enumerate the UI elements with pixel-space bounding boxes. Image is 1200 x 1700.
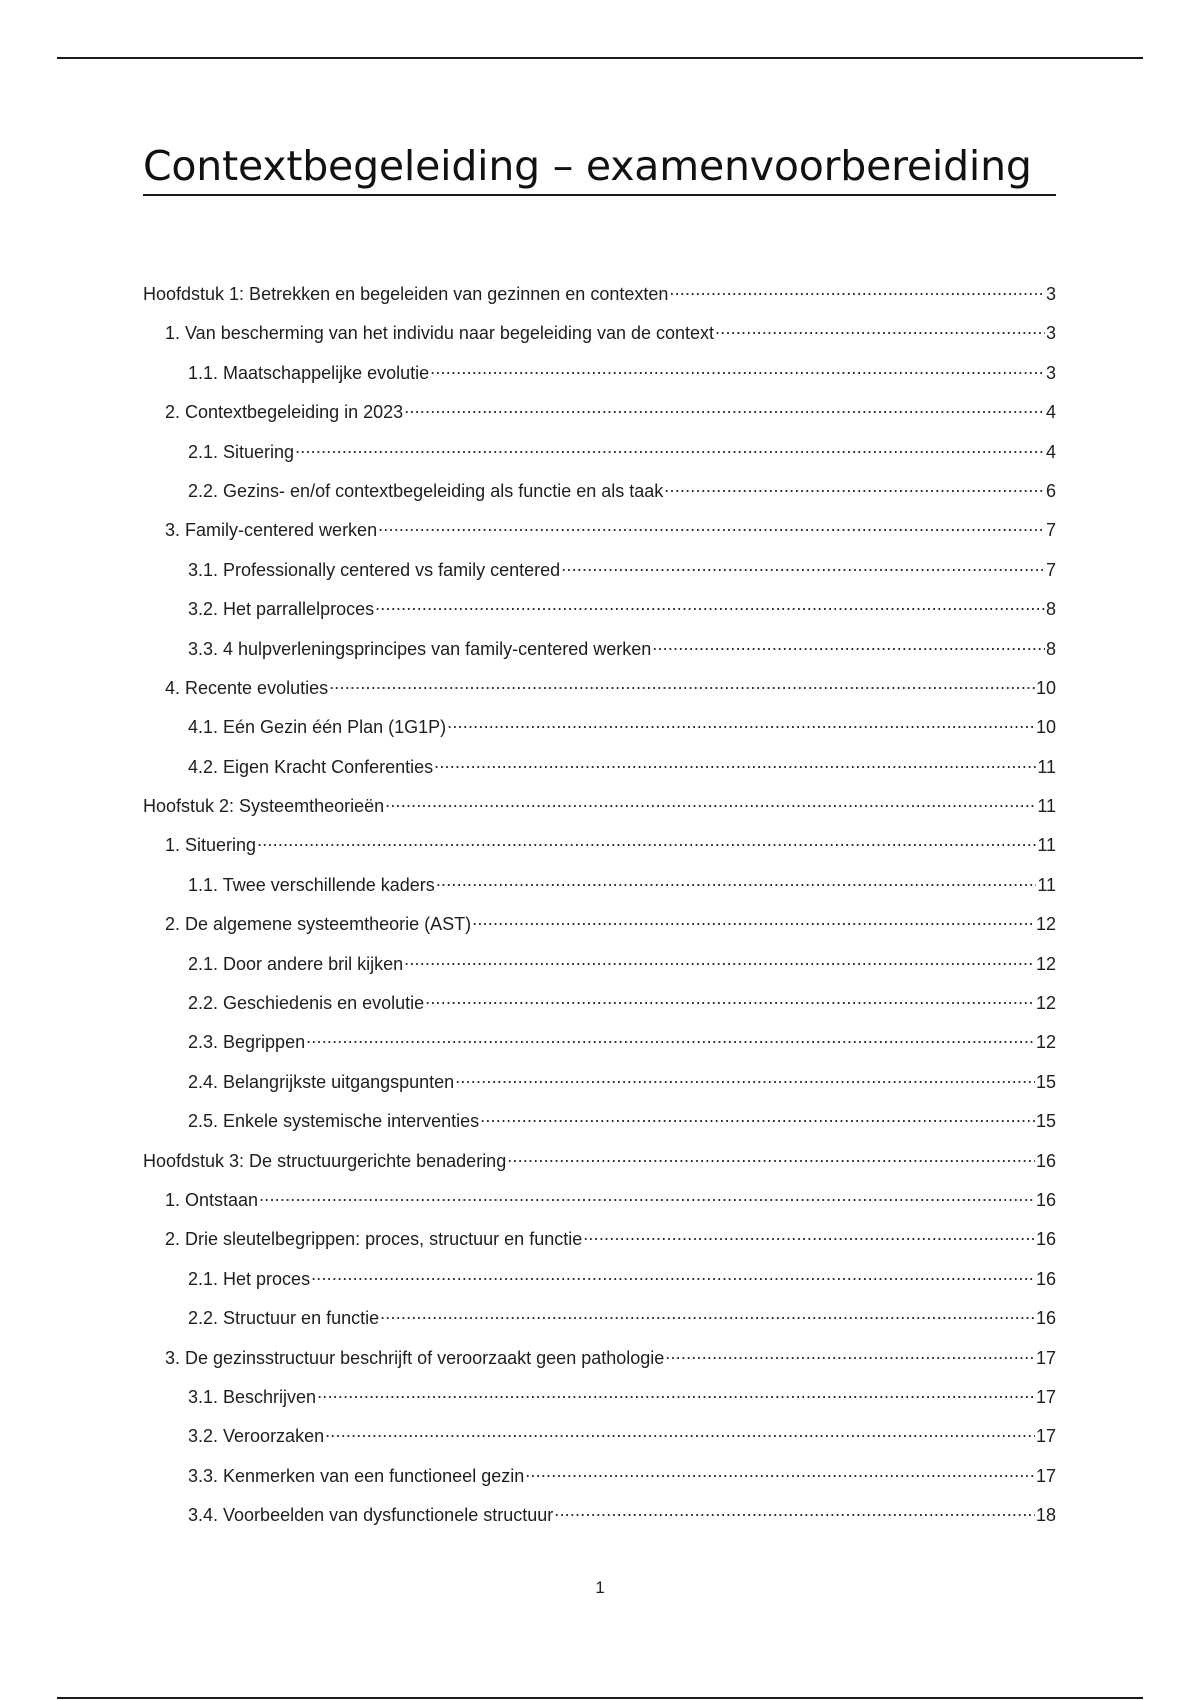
toc-entry-page: 16 <box>1035 1308 1056 1329</box>
toc-entry-page: 11 <box>1037 874 1056 895</box>
toc-dot-leader <box>306 1030 1035 1048</box>
toc-entry-label: 1.1. Twee verschillende kaders <box>188 874 435 895</box>
toc-entry-label: Hoofdstuk 1: Betrekken en begeleiden van gezinnen en contexten <box>143 284 669 304</box>
toc-entry-label: 2.4. Belangrijkste uitgangspunten <box>188 1071 455 1092</box>
toc-entry[interactable] <box>143 558 1056 597</box>
toc-entry-label: Hoofdstuk 3: De structuurgerichte benadering <box>143 1150 507 1171</box>
toc-entry-page: 16 <box>1035 1189 1056 1210</box>
bottom-rule <box>57 1697 1143 1699</box>
toc-entry[interactable] <box>143 1227 1056 1266</box>
toc-entry-page: 16 <box>1035 1150 1056 1171</box>
toc-entry[interactable] <box>143 637 1056 676</box>
toc-dot-leader <box>317 1385 1035 1403</box>
toc-entry-label: 3.2. Veroorzaken <box>188 1426 325 1447</box>
toc-entry-label: 3. Family-centered werken <box>165 520 378 541</box>
toc-dot-leader <box>447 715 1035 733</box>
toc-entry[interactable] <box>143 991 1056 1030</box>
toc-dot-leader <box>378 518 1045 536</box>
toc-entry-label: 2.1. Situering <box>188 441 295 462</box>
toc-entry-page: 4 <box>1045 441 1056 462</box>
toc-entry[interactable] <box>143 1464 1056 1503</box>
toc-entry-page: 8 <box>1045 599 1056 620</box>
toc-entry-page: 3 <box>1045 284 1056 304</box>
toc-entry-page: 12 <box>1035 914 1056 935</box>
toc-entry[interactable] <box>143 361 1056 400</box>
toc-entry-label: 4.2. Eigen Kracht Conferenties <box>188 756 434 777</box>
toc-entry[interactable] <box>143 1109 1056 1148</box>
toc-entry[interactable] <box>143 1267 1056 1306</box>
toc-entry-page: 16 <box>1035 1268 1056 1289</box>
toc-entry[interactable] <box>143 1503 1056 1542</box>
toc-dot-leader <box>425 991 1035 1009</box>
toc-entry-label: 3.4. Voorbeelden van dysfunctionele structuur <box>188 1505 554 1526</box>
toc-entry-label: 4.1. Eén Gezin één Plan (1G1P) <box>188 717 447 738</box>
toc-dot-leader <box>455 1070 1035 1088</box>
toc-entry[interactable] <box>143 912 1056 951</box>
toc-entry-page: 8 <box>1045 638 1056 659</box>
toc-entry-label: 2.5. Enkele systemische interventies <box>188 1111 480 1132</box>
toc-entry-page: 15 <box>1035 1111 1056 1132</box>
toc-entry-label: 1.1. Maatschappelijke evolutie <box>188 362 430 383</box>
toc-entry-label: Hoofstuk 2: Systeemtheorieën <box>143 796 385 817</box>
toc-entry[interactable] <box>143 952 1056 991</box>
toc-dot-leader <box>507 1149 1035 1167</box>
document-title: Contextbegeleiding – examenvoorbereiding <box>143 138 1056 196</box>
toc-dot-leader <box>385 794 1036 812</box>
toc-entry-page: 7 <box>1045 520 1056 541</box>
toc-entry-label: 1. Ontstaan <box>165 1189 259 1210</box>
toc-entry[interactable] <box>143 1188 1056 1227</box>
toc-dot-leader <box>665 1346 1035 1364</box>
toc-entry-page: 10 <box>1035 717 1056 738</box>
toc-dot-leader <box>380 1306 1035 1324</box>
toc-entry-page: 11 <box>1037 756 1056 777</box>
toc-entry-page: 12 <box>1035 1032 1056 1053</box>
toc-entry[interactable] <box>143 873 1056 912</box>
toc-dot-leader <box>329 676 1035 694</box>
toc-entry[interactable] <box>143 833 1056 872</box>
toc-entry-label: 3.1. Beschrijven <box>188 1386 317 1407</box>
toc-entry-label: 3.3. 4 hulpverleningsprincipes van family-centered werken <box>188 638 652 659</box>
toc-entry-page: 6 <box>1045 480 1056 501</box>
toc-entry-page: 12 <box>1035 953 1056 974</box>
toc-entry-label: 2.3. Begrippen <box>188 1032 306 1053</box>
toc-entry-page: 17 <box>1035 1386 1056 1407</box>
toc-entry[interactable] <box>143 1306 1056 1345</box>
toc-entry-label: 2.1. Het proces <box>188 1268 311 1289</box>
toc-entry[interactable] <box>143 715 1056 754</box>
top-rule <box>57 57 1143 59</box>
toc-entry-label: 3.2. Het parrallelproces <box>188 599 375 620</box>
toc-entry[interactable] <box>143 1385 1056 1424</box>
toc-dot-leader <box>295 440 1045 458</box>
toc-dot-leader <box>430 361 1045 379</box>
toc-dot-leader <box>480 1109 1035 1127</box>
toc-entry-label: 2.1. Door andere bril kijken <box>188 953 404 974</box>
toc-entry[interactable] <box>143 1346 1056 1385</box>
toc-dot-leader <box>669 282 1045 300</box>
toc-entry-page: 12 <box>1035 993 1056 1014</box>
toc-entry-page: 10 <box>1035 677 1056 698</box>
toc-entry-label: 2.2. Structuur en functie <box>188 1308 380 1329</box>
toc-entry-page: 17 <box>1035 1347 1056 1368</box>
toc-entry-label: 3.1. Professionally centered vs family centered <box>188 559 561 580</box>
toc-entry[interactable] <box>143 518 1056 557</box>
toc-entry[interactable] <box>143 1030 1056 1069</box>
toc-dot-leader <box>436 873 1037 891</box>
toc-dot-leader <box>375 597 1045 615</box>
toc-entry[interactable] <box>143 400 1056 439</box>
toc-entry[interactable] <box>143 794 1056 833</box>
toc-entry-page: 7 <box>1045 559 1056 580</box>
toc-entry-label: 3.3. Kenmerken van een functioneel gezin <box>188 1465 525 1486</box>
toc-entry-label: 3. De gezinsstructuur beschrijft of veroorzaakt geen pathologie <box>165 1347 665 1368</box>
toc-entry[interactable] <box>143 1424 1056 1463</box>
toc-entry-label: 4. Recente evoluties <box>165 677 329 698</box>
toc-entry[interactable] <box>143 597 1056 636</box>
toc-entry-label: 2. De algemene systeemtheorie (AST) <box>165 914 472 935</box>
toc-entry-label: 2.2. Geschiedenis en evolutie <box>188 993 425 1014</box>
toc-dot-leader <box>404 952 1035 970</box>
toc-entry-page: 11 <box>1037 835 1056 856</box>
toc-entry-page: 11 <box>1037 796 1056 817</box>
toc-entry[interactable] <box>143 479 1056 518</box>
toc-dot-leader <box>561 558 1045 576</box>
toc-dot-leader <box>715 321 1045 339</box>
toc-entry-label: 2. Contextbegeleiding in 2023 <box>165 402 404 423</box>
toc-entry-page: 17 <box>1035 1465 1056 1486</box>
toc-entry-page: 15 <box>1035 1071 1056 1092</box>
toc-entry-label: 2.2. Gezins- en/of contextbegeleiding als functie en als taak <box>188 480 664 501</box>
toc-entry[interactable] <box>143 1070 1056 1109</box>
page-number: 1 <box>595 1578 605 1597</box>
toc-entry-label: 1. Van bescherming van het individu naar begeleiding van de context <box>165 323 715 344</box>
toc-entry-page: 17 <box>1035 1426 1056 1447</box>
toc-entry[interactable] <box>143 676 1056 715</box>
toc-entry[interactable] <box>143 1149 1056 1188</box>
toc-entry-page: 16 <box>1035 1229 1056 1250</box>
toc-entry[interactable] <box>143 282 1056 321</box>
toc-dot-leader <box>554 1503 1035 1521</box>
toc-entry-page: 4 <box>1045 402 1056 423</box>
toc-dot-leader <box>525 1464 1035 1482</box>
toc-dot-leader <box>311 1267 1035 1285</box>
toc-dot-leader <box>583 1227 1035 1245</box>
toc-dot-leader <box>472 912 1035 930</box>
toc-dot-leader <box>434 755 1036 773</box>
toc-dot-leader <box>404 400 1045 418</box>
toc-entry-label: 2. Drie sleutelbegrippen: proces, structuur en functie <box>165 1229 583 1250</box>
toc-dot-leader <box>259 1188 1035 1206</box>
table-of-contents <box>143 282 1056 1543</box>
toc-entry-label: 1. Situering <box>165 835 257 856</box>
toc-entry-page: 18 <box>1035 1505 1056 1526</box>
toc-dot-leader <box>325 1424 1035 1442</box>
toc-entry[interactable] <box>143 755 1056 794</box>
toc-entry[interactable] <box>143 440 1056 479</box>
toc-entry-page: 3 <box>1045 362 1056 383</box>
toc-entry[interactable] <box>143 321 1056 360</box>
toc-dot-leader <box>652 637 1045 655</box>
toc-entry-page: 3 <box>1045 323 1056 344</box>
toc-dot-leader <box>664 479 1045 497</box>
toc-dot-leader <box>257 833 1036 851</box>
